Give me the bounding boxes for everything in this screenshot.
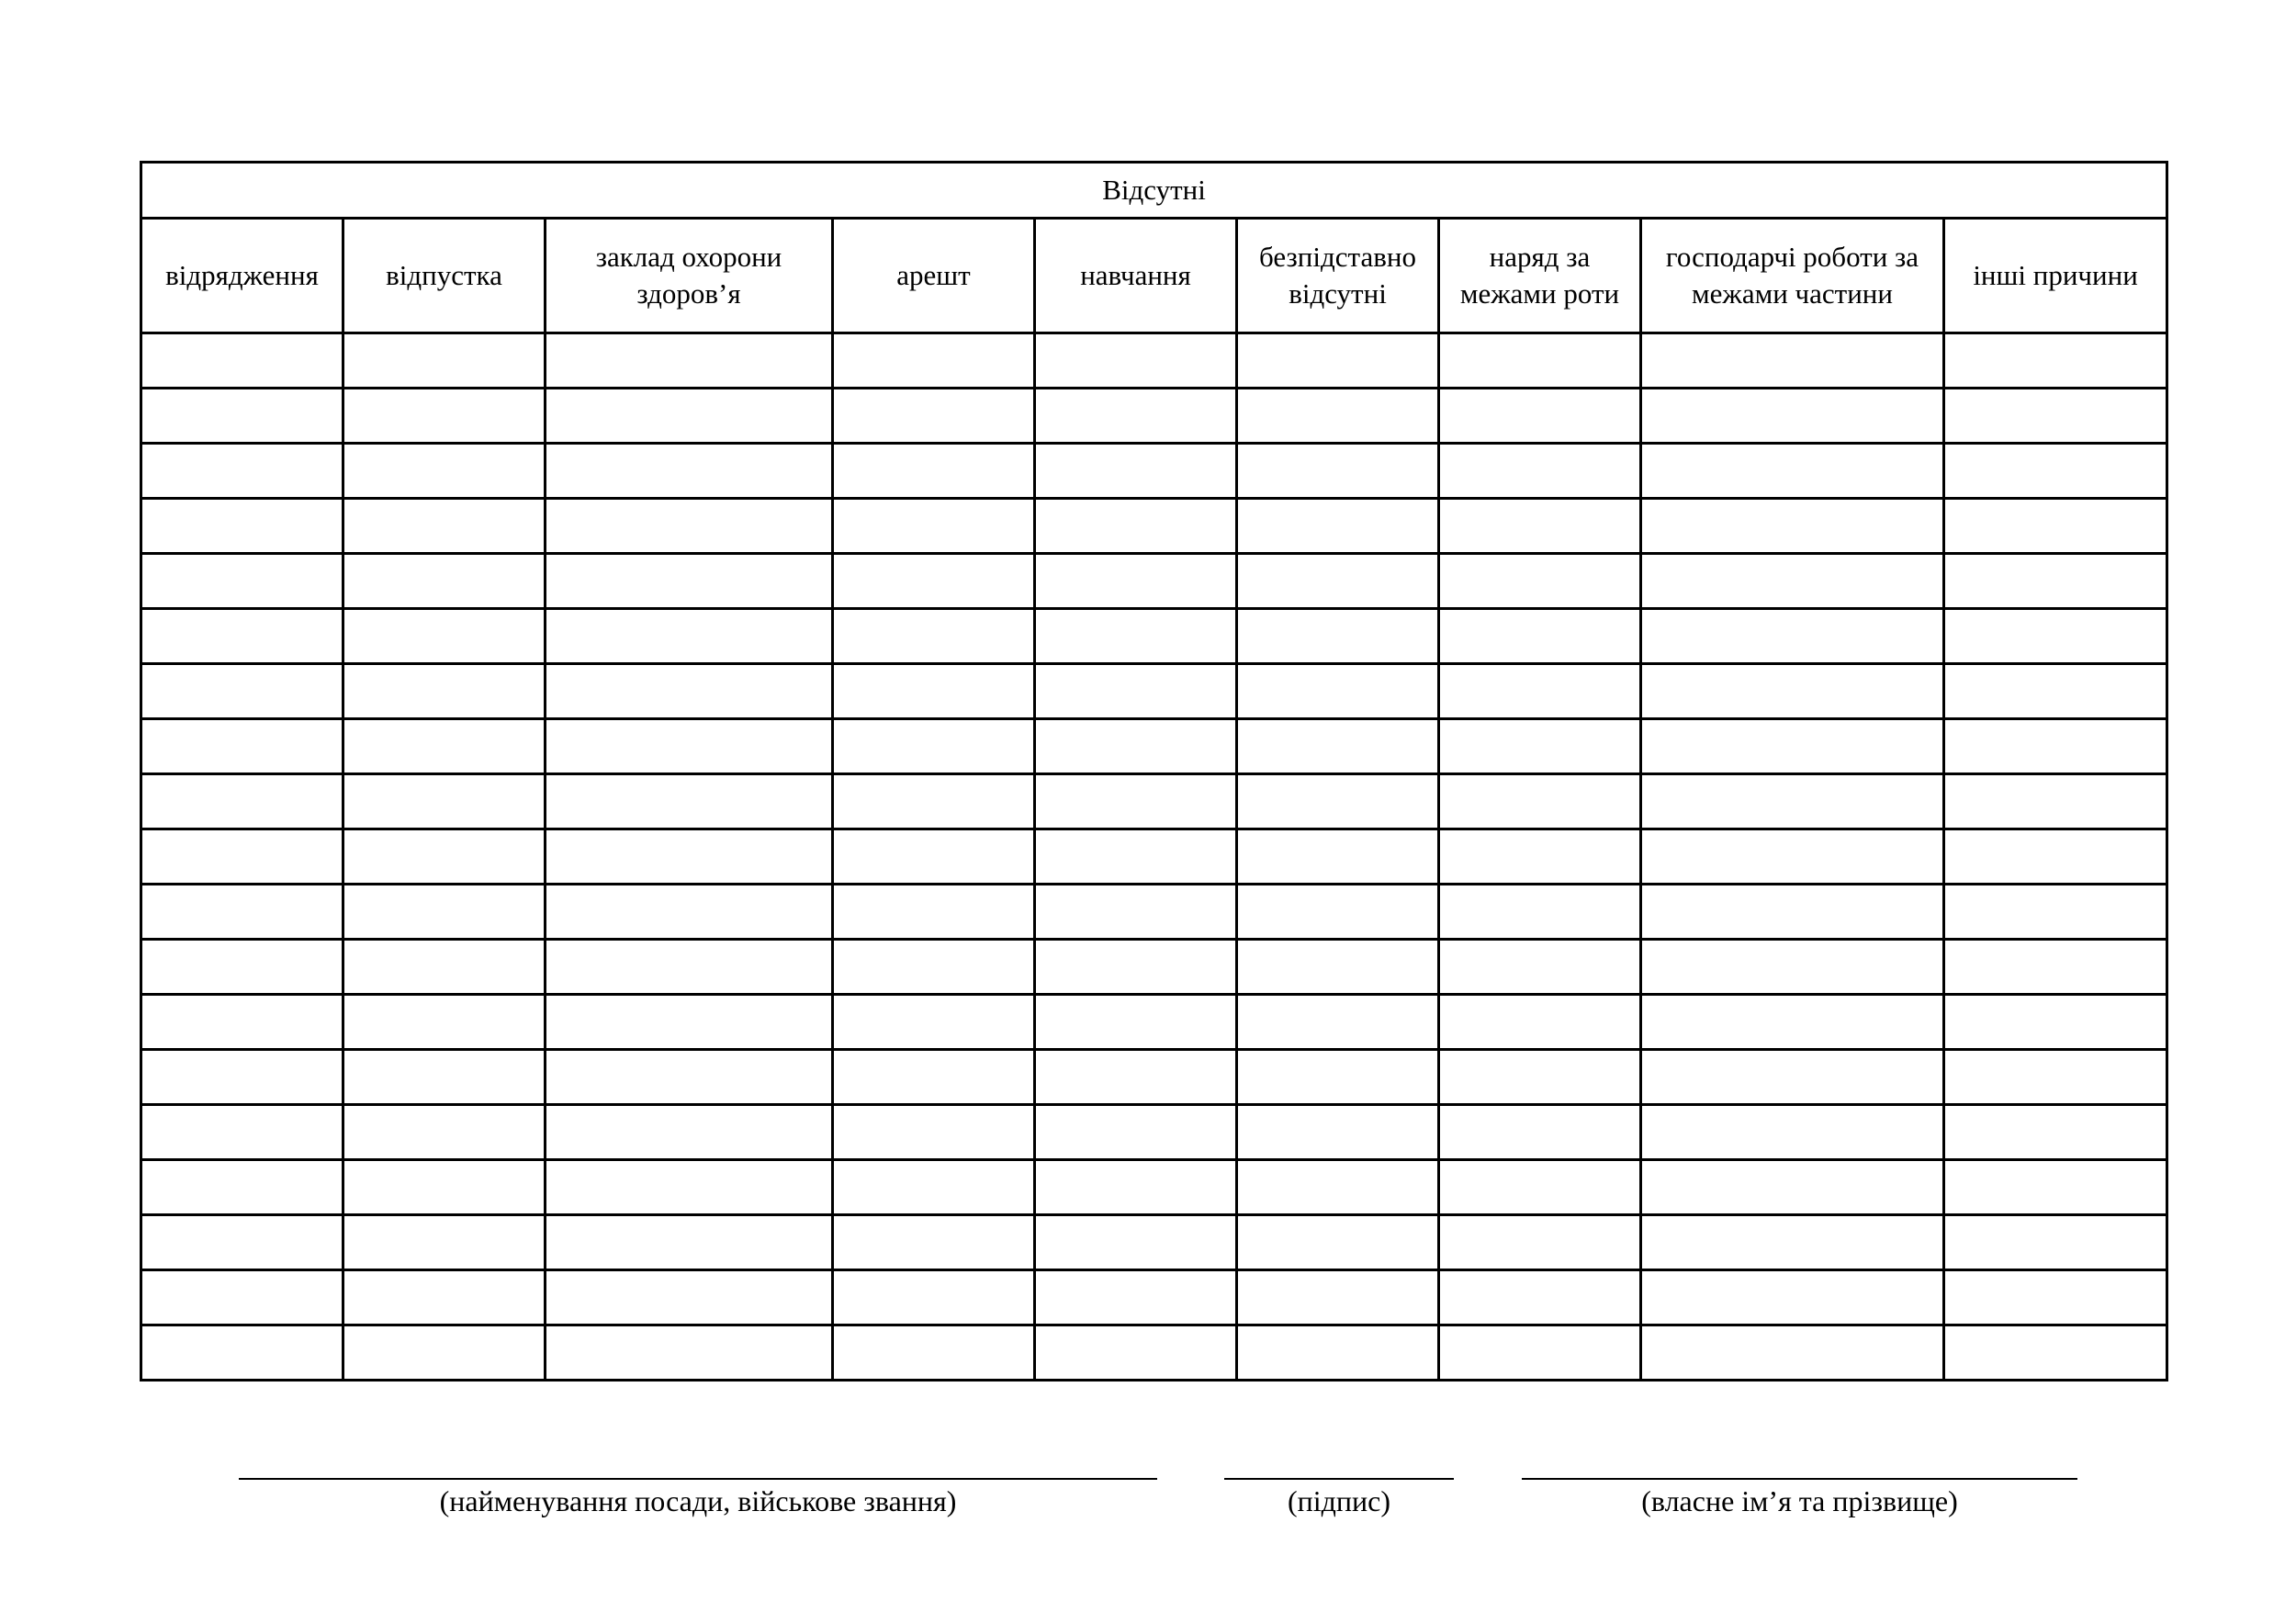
table-cell[interactable] (343, 609, 546, 664)
table-cell[interactable] (546, 1105, 833, 1160)
column-header-row (141, 219, 2167, 333)
table-cell[interactable] (1237, 829, 1439, 885)
table-row (141, 719, 2167, 774)
table-cell[interactable] (343, 499, 546, 554)
table-cell[interactable] (833, 554, 1035, 609)
table-cell[interactable] (1439, 885, 1641, 940)
table-cell[interactable] (1237, 554, 1439, 609)
table-cell[interactable] (1237, 389, 1439, 444)
table-row (141, 389, 2167, 444)
column-header: наряд за межами роти (1439, 219, 1641, 333)
table-cell[interactable] (1035, 995, 1237, 1050)
table-cell[interactable] (1944, 333, 2167, 389)
table-cell[interactable] (1641, 829, 1944, 885)
table-cell[interactable] (1035, 609, 1237, 664)
table-cell[interactable] (1944, 940, 2167, 995)
table-cell[interactable] (1439, 1215, 1641, 1270)
table-cell[interactable] (1237, 499, 1439, 554)
table-cell[interactable] (1944, 1270, 2167, 1325)
table-row (141, 885, 2167, 940)
table-cell[interactable] (1944, 1160, 2167, 1215)
table-row (141, 499, 2167, 554)
table-cell[interactable] (1035, 389, 1237, 444)
table-cell[interactable] (141, 1050, 343, 1105)
table-cell[interactable] (1944, 389, 2167, 444)
table-cell[interactable] (1237, 940, 1439, 995)
table-cell[interactable] (833, 995, 1035, 1050)
table-cell[interactable] (833, 829, 1035, 885)
table-cell[interactable] (343, 1325, 546, 1381)
column-header: відрядження (141, 219, 343, 333)
table-cell[interactable] (833, 664, 1035, 719)
table-cell[interactable] (546, 1160, 833, 1215)
table-cell[interactable] (546, 719, 833, 774)
table-cell[interactable] (343, 1160, 546, 1215)
table-row (141, 1270, 2167, 1325)
table-cell[interactable] (141, 664, 343, 719)
table-cell[interactable] (1944, 1105, 2167, 1160)
table-row (141, 1050, 2167, 1105)
table-cell[interactable] (1641, 719, 1944, 774)
table-cell[interactable] (1035, 719, 1237, 774)
table-cell[interactable] (343, 1215, 546, 1270)
table-cell[interactable] (141, 829, 343, 885)
table-row (141, 774, 2167, 829)
table-cell[interactable] (1439, 664, 1641, 719)
table-title: Відсутні (141, 163, 2167, 219)
table-cell[interactable] (343, 885, 546, 940)
table-cell[interactable] (1439, 333, 1641, 389)
table-cell[interactable] (1944, 1325, 2167, 1381)
column-header: безпідставно відсутні (1237, 219, 1439, 333)
table-cell[interactable] (343, 333, 546, 389)
table-cell[interactable] (546, 333, 833, 389)
table-cell[interactable] (1439, 1105, 1641, 1160)
table-cell[interactable] (141, 1215, 343, 1270)
table-cell[interactable] (1035, 664, 1237, 719)
table-cell[interactable] (546, 1270, 833, 1325)
table-cell[interactable] (141, 1160, 343, 1215)
table-cell[interactable] (546, 940, 833, 995)
table-cell[interactable] (141, 389, 343, 444)
table-cell[interactable] (833, 333, 1035, 389)
table-row (141, 444, 2167, 499)
table-cell[interactable] (546, 609, 833, 664)
table-cell[interactable] (141, 1105, 343, 1160)
table-cell[interactable] (1237, 664, 1439, 719)
table-cell[interactable] (1641, 1215, 1944, 1270)
table-cell[interactable] (1035, 1215, 1237, 1270)
table-cell[interactable] (833, 444, 1035, 499)
table-cell[interactable] (1944, 774, 2167, 829)
table-cell[interactable] (343, 940, 546, 995)
table-cell[interactable] (1944, 885, 2167, 940)
table-cell[interactable] (141, 940, 343, 995)
column-header: господарчі роботи за межами частини (1641, 219, 1944, 333)
table-cell[interactable] (546, 829, 833, 885)
table-cell[interactable] (141, 885, 343, 940)
table-cell[interactable] (343, 719, 546, 774)
table-cell[interactable] (343, 444, 546, 499)
table-cell[interactable] (141, 444, 343, 499)
table-cell[interactable] (1641, 333, 1944, 389)
table-cell[interactable] (1641, 554, 1944, 609)
table-row (141, 664, 2167, 719)
table-cell[interactable] (546, 389, 833, 444)
table-cell[interactable] (1035, 774, 1237, 829)
table-cell[interactable] (833, 1050, 1035, 1105)
table-cell[interactable] (546, 1325, 833, 1381)
table-cell[interactable] (833, 609, 1035, 664)
table-cell[interactable] (1641, 885, 1944, 940)
table-cell[interactable] (141, 774, 343, 829)
table-cell[interactable] (1944, 444, 2167, 499)
table-cell[interactable] (1237, 1050, 1439, 1105)
table-cell[interactable] (833, 389, 1035, 444)
table-cell[interactable] (141, 499, 343, 554)
table-cell[interactable] (833, 499, 1035, 554)
table-cell[interactable] (1237, 333, 1439, 389)
table-cell[interactable] (141, 554, 343, 609)
table-cell[interactable] (1237, 444, 1439, 499)
table-cell[interactable] (1237, 1160, 1439, 1215)
table-cell[interactable] (833, 1105, 1035, 1160)
table-cell[interactable] (343, 1105, 546, 1160)
table-cell[interactable] (1035, 829, 1237, 885)
table-cell[interactable] (343, 1050, 546, 1105)
table-cell[interactable] (1035, 1050, 1237, 1105)
table-cell[interactable] (1439, 444, 1641, 499)
table-cell[interactable] (1641, 1270, 1944, 1325)
table-cell[interactable] (1439, 1270, 1641, 1325)
table-cell[interactable] (141, 333, 343, 389)
table-cell[interactable] (1944, 1215, 2167, 1270)
table-cell[interactable] (1641, 389, 1944, 444)
table-cell[interactable] (1035, 885, 1237, 940)
table-row (141, 333, 2167, 389)
table-cell[interactable] (1439, 719, 1641, 774)
table-cell[interactable] (1944, 499, 2167, 554)
table-cell[interactable] (1439, 774, 1641, 829)
table-cell[interactable] (1944, 609, 2167, 664)
table-cell[interactable] (1944, 719, 2167, 774)
table-cell[interactable] (1439, 940, 1641, 995)
table-cell[interactable] (1641, 1105, 1944, 1160)
table-cell[interactable] (1237, 774, 1439, 829)
table-cell[interactable] (1944, 995, 2167, 1050)
table-cell[interactable] (546, 554, 833, 609)
table-cell[interactable] (1641, 499, 1944, 554)
table-cell[interactable] (1439, 829, 1641, 885)
table-cell[interactable] (1237, 1105, 1439, 1160)
table-cell[interactable] (1035, 444, 1237, 499)
table-cell[interactable] (1641, 940, 1944, 995)
table-cell[interactable] (546, 664, 833, 719)
table-cell[interactable] (343, 995, 546, 1050)
table-cell[interactable] (1439, 1160, 1641, 1215)
table-cell[interactable] (1439, 1325, 1641, 1381)
table-cell[interactable] (1237, 995, 1439, 1050)
table-cell[interactable] (546, 995, 833, 1050)
table-row (141, 1325, 2167, 1381)
table-cell[interactable] (343, 664, 546, 719)
signature-line[interactable] (1224, 1478, 1454, 1480)
signature-caption: (підпис) (1287, 1484, 1391, 1517)
table-row (141, 995, 2167, 1050)
table-cell[interactable] (833, 774, 1035, 829)
table-cell[interactable] (1237, 885, 1439, 940)
table-cell[interactable] (1944, 664, 2167, 719)
table-cell[interactable] (1237, 1270, 1439, 1325)
absence-table (140, 161, 2168, 1382)
table-cell[interactable] (141, 609, 343, 664)
table-cell[interactable] (1944, 554, 2167, 609)
column-header: навчання (1035, 219, 1237, 333)
table-cell[interactable] (833, 940, 1035, 995)
table-cell[interactable] (1035, 554, 1237, 609)
table-cell[interactable] (833, 1160, 1035, 1215)
table-row (141, 940, 2167, 995)
table-cell[interactable] (1439, 389, 1641, 444)
table-row (141, 829, 2167, 885)
table-cell[interactable] (1439, 1050, 1641, 1105)
table-cell[interactable] (1035, 1270, 1237, 1325)
name-signature-line[interactable] (1522, 1478, 2077, 1480)
table-row (141, 1160, 2167, 1215)
table-cell[interactable] (546, 499, 833, 554)
table-cell[interactable] (833, 719, 1035, 774)
table-row (141, 1105, 2167, 1160)
table-cell[interactable] (1237, 1215, 1439, 1270)
column-header: інші причини (1944, 219, 2167, 333)
column-header: заклад охорони здоров’я (546, 219, 833, 333)
table-cell[interactable] (1035, 333, 1237, 389)
table-cell[interactable] (343, 1270, 546, 1325)
column-header: арешт (833, 219, 1035, 333)
table-cell[interactable] (141, 1270, 343, 1325)
table-cell[interactable] (141, 1325, 343, 1381)
table-cell[interactable] (343, 829, 546, 885)
table-cell[interactable] (343, 389, 546, 444)
table-cell[interactable] (546, 1215, 833, 1270)
table-cell[interactable] (1439, 995, 1641, 1050)
name-caption: (власне ім’я та прізвище) (1641, 1484, 1958, 1517)
table-row (141, 609, 2167, 664)
table-cell[interactable] (1035, 1105, 1237, 1160)
table-cell[interactable] (1237, 719, 1439, 774)
table-cell[interactable] (1035, 1325, 1237, 1381)
table-cell[interactable] (1439, 554, 1641, 609)
column-header: відпустка (343, 219, 546, 333)
table-cell[interactable] (833, 1325, 1035, 1381)
table-cell[interactable] (1944, 1050, 2167, 1105)
table-cell[interactable] (1439, 499, 1641, 554)
table-cell[interactable] (343, 774, 546, 829)
position-caption: (найменування посади, військове звання) (439, 1484, 957, 1517)
table-cell[interactable] (1641, 609, 1944, 664)
table-cell[interactable] (1641, 1160, 1944, 1215)
table-cell[interactable] (1237, 1325, 1439, 1381)
table-cell[interactable] (343, 554, 546, 609)
table-cell[interactable] (1641, 1050, 1944, 1105)
position-signature-line[interactable] (239, 1478, 1157, 1480)
table-cell[interactable] (1944, 829, 2167, 885)
table-cell[interactable] (546, 444, 833, 499)
table-body (141, 333, 2167, 1381)
table-cell[interactable] (1641, 774, 1944, 829)
table-cell[interactable] (141, 719, 343, 774)
table-cell[interactable] (1035, 499, 1237, 554)
table-cell[interactable] (1641, 664, 1944, 719)
table-cell[interactable] (546, 1050, 833, 1105)
table-cell[interactable] (1439, 609, 1641, 664)
table-row (141, 554, 2167, 609)
table-cell[interactable] (833, 885, 1035, 940)
table-cell[interactable] (1035, 940, 1237, 995)
table-cell[interactable] (546, 885, 833, 940)
table-cell[interactable] (141, 995, 343, 1050)
table-cell[interactable] (546, 774, 833, 829)
table-cell[interactable] (833, 1270, 1035, 1325)
table-cell[interactable] (833, 1215, 1035, 1270)
table-cell[interactable] (1237, 609, 1439, 664)
table-cell[interactable] (1035, 1160, 1237, 1215)
table-cell[interactable] (1641, 995, 1944, 1050)
table-cell[interactable] (1641, 1325, 1944, 1381)
table-row (141, 1215, 2167, 1270)
table-cell[interactable] (1641, 444, 1944, 499)
